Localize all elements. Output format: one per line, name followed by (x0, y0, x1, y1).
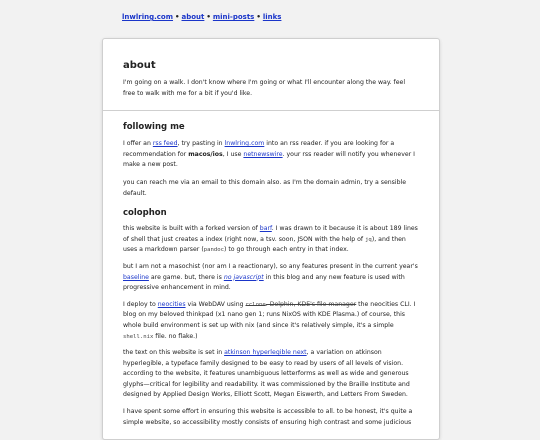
no-javascript-link[interactable]: no javascript (223, 273, 264, 281)
colophon-heading: colophon (123, 208, 167, 219)
colophon-paragraph: this website is built with a forked version of barf. I was drawn to it because it is about 189 lines of shell that just creates a index (right now, a tsv. soon, JSON with the help of jq), and then uses a markdown parser (pandoc) to go through each entry in that index. (123, 225, 418, 254)
about-heading: about (123, 60, 156, 71)
nav-separator: • (256, 13, 261, 21)
font-link[interactable]: atkinson hyperlegible next (224, 349, 307, 357)
nav-site-link[interactable]: lnwlring.com (122, 13, 174, 21)
following-paragraph: I offer an rss feed, try pasting in lnwlring.com into an rss reader. if you are looking for a recommendation for macos/ios, I use netnewswire. your rss reader will notify you whenever I make a new post. (123, 140, 415, 169)
nav-about-link[interactable]: about (181, 13, 205, 21)
about-text: I'm going on a walk. I don't know where I'm going or what I'll encounter along the way. feel free to walk with me for a bit if you'd like. (123, 79, 406, 97)
following-section (103, 111, 439, 428)
barf-link[interactable]: barf (259, 225, 272, 233)
colophon-paragraph: I have spent some effort in ensuring this website is accessible to all. to be honest, it's quite a simple website, so accessibility mostly consists of ensuring high contrast and some judicious (123, 408, 413, 426)
site-link[interactable]: lnwlring.com (224, 140, 265, 148)
neocities-link[interactable]: neocities (157, 300, 186, 308)
netnewswire-link[interactable]: netnewswire (243, 150, 283, 158)
top-nav (122, 13, 281, 21)
email-paragraph: you can reach me via an email to this domain also. as I'm the domain admin, try a sensible default. (123, 178, 407, 197)
nav-links-link[interactable]: links (262, 13, 282, 21)
rss-feed-link[interactable]: rss feed (152, 140, 178, 148)
following-heading: following me (123, 122, 185, 133)
about-section (103, 39, 439, 110)
colophon-paragraph: but I am not a masochist (nor am I a reactionary), so any features present in the current year's baseline are game. but, there is no javascript in this blog and any new feature is used with progressive enhancement in mind. (123, 262, 418, 292)
colophon-paragraph: I deploy to neocities via WebDAV using rclone. Dolphin, KDE's file manager the neocities CLI. I blog on my beloved thinkpad (x1 nano gen 1; runs NixOS with KDE Plasma.) of course, this whole build environment is set up with nix (and since it's relatively simple, it's a simple shell.nix file. no flake.) (123, 300, 416, 340)
content-card (102, 38, 440, 440)
nav-separator: • (206, 13, 211, 21)
baseline-link[interactable]: baseline (123, 273, 149, 281)
nav-separator: • (175, 13, 180, 21)
nav-mini-posts-link[interactable]: mini-posts (212, 13, 255, 21)
colophon-paragraph: the text on this website is set in atkinson hyperlegible next, a variation on atkinson hyperlegible, a typeface family designed to be easy to read by users of all levels of vision. according to the website, it features unambiguous letterforms as well as wide and generous glyphs—critical for legibility and readability. it was commissioned by the Braille Institute and designed by Applied Design Works, Elliott Scott, Megan Eiswerth, and Letters From Sweden. (123, 349, 410, 399)
